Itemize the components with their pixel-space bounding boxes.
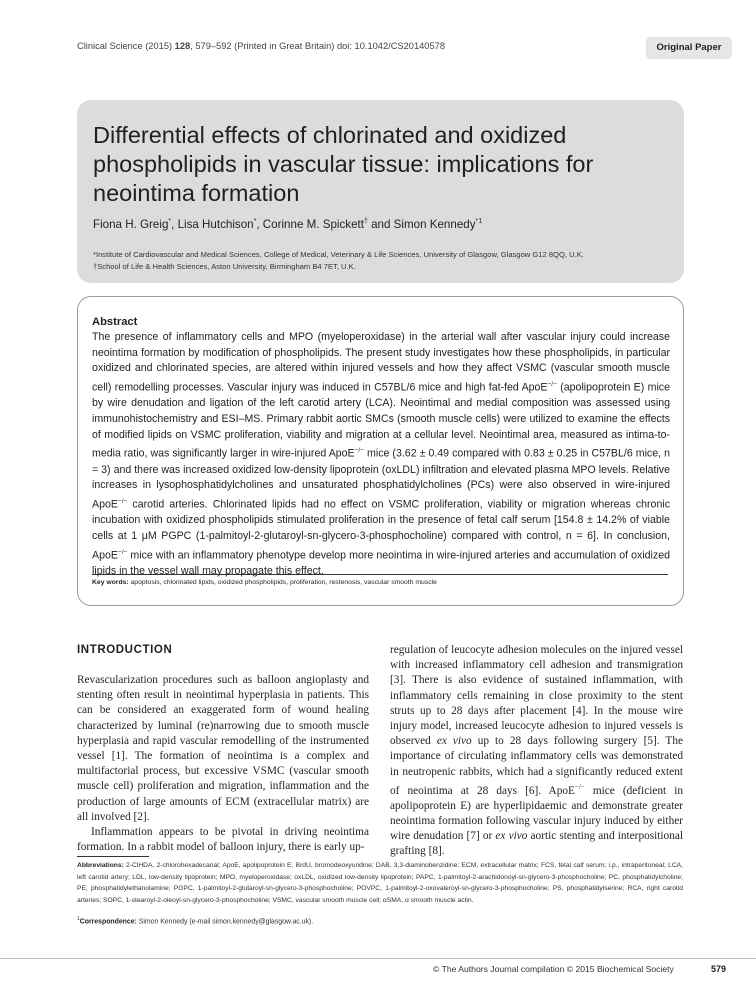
author-name: , Lisa Hutchison bbox=[171, 218, 254, 231]
journal-name: Clinical Science (2015) bbox=[77, 41, 175, 51]
abstract-text: mice (3.62 ± 0.49 compared with 0.83 ± 0.25 in C57BL/6 mice, n = 3) and there was increased oxidized low-density lipoprotein (oxLDL) infiltration and elevated plasma MPO levels. Relative increases in lysophosphatidylcholines and unsaturated phosphatidylcholines (PCs) were also observed in wire-injured ApoE bbox=[92, 447, 670, 511]
correspondence-text: Simon Kennedy (e-mail simon.kennedy@glasgow.ac.uk). bbox=[136, 918, 314, 926]
italic-text: ex vivo bbox=[495, 830, 528, 843]
body-column-right bbox=[390, 643, 683, 860]
abstract-body bbox=[92, 330, 670, 580]
abbreviations-footnote bbox=[77, 860, 683, 906]
author-mark: *1 bbox=[475, 218, 483, 226]
copyright-notice: © The Authors Journal compilation © 2015 Biochemical Society bbox=[433, 964, 674, 974]
body-text: aortic stenting and interpositional grafting [8]. bbox=[390, 830, 683, 858]
footer-divider bbox=[0, 958, 756, 959]
superscript: −/− bbox=[354, 447, 365, 455]
keywords-text: apoptosis, chlorinated lipids, oxidized phospholipids, proliferation, restenosis, vascular smooth muscle bbox=[128, 579, 437, 586]
body-text: up to 28 days following surgery [5]. The importance of circulating inflammatory cells was demonstrated in neutropenic rabbits, which had a significantly reduced extent of neointima at 28 days [6]. ApoE bbox=[390, 735, 683, 797]
paragraph: Revascularization procedures such as balloon angioplasty and stenting often result in neointimal hyperplasia in patients. This can be considered an exaggerated form of wound healing characterized by luminal (re)narrowing due to smooth muscle hyperplasia and rapid vascular remodelling of the instrumented vessel [1]. The formation of neointima is a complex and multifactorial process, but excessive VSMC (vascular smooth muscle cell) proliferation and migration, inflammation and the production of large amounts of ECM (extracellular matrix) are all involved [2]. bbox=[77, 674, 369, 823]
journal-volume: 128 bbox=[174, 41, 191, 51]
footnote-mark: 1 bbox=[77, 916, 80, 922]
page-number: 579 bbox=[711, 964, 727, 974]
superscript: −/− bbox=[117, 498, 128, 506]
author-mark: * bbox=[168, 218, 172, 226]
superscript: −/− bbox=[117, 548, 128, 556]
superscript: −/− bbox=[547, 381, 557, 389]
correspondence-label: Correspondence: bbox=[79, 918, 137, 926]
body-text: regulation of leucocyte adhesion molecules on the injured vessel with increased inflammatory cell adhesion and transmigration [3]. There is also evidence of sustained inflammation, with inflammatory cells remaining in close proximity to the stent struts up to 28 days after placement [4]. In the mouse wire injury model, increased leucocyte adhesion to injured vessels is observed bbox=[390, 644, 683, 748]
abstract-text: carotid arteries. Chlorinated lipids had no effect on VSMC proliferation, viability or migration whereas chronic incubation with oxidized phospholipids stimulated proliferation in the presence of fetal calf serum [154.8 ± 14.2% of viable cells at 1 μM PGPC (1-palmitoyl-2-glutaroyl-sn-glycero-3-phosphocholine) compared with control, n = 6]. In conclusion, ApoE bbox=[92, 498, 670, 562]
abstract-text: The presence of inflammatory cells and MPO (myeloperoxidase) in the arterial wall after vascular injury could increase neointima formation by modification of phospholipids. The present study investigates how these phospholipids, in particular oxidized and chlorinated species, are altered within injured vessels and how they affect VSMC (vascular smooth muscle cell) remodelling processes. Vascular injury was induced in C57BL/6 mice and high fat-fed ApoE bbox=[92, 331, 670, 394]
abstract-text: mice with an inflammatory phenotype develop more neointima in wire-injured arteries and accumulation of oxidized lipids in the vessel wall may propagate this effect. bbox=[92, 549, 670, 577]
body-column-left bbox=[77, 673, 369, 855]
paragraph bbox=[390, 643, 683, 860]
body-text: mice (deficient in apolipoprotein E) are hyperlipidaemic and demonstrate greater neointima formation following vascular injury induced by either wire denudation [7] or bbox=[390, 784, 684, 843]
abstract-text: (apolipoprotein E) mice by wire denudation and ligation of the left carotid artery (LCA). Neointimal and medial composition was assessed using immunohistochemistry and ESI–MS. Primary rabbit aortic SMCs (smooth muscle cells) were utilized to examine the effects of modified lipids on VSMC proliferation, viability and migration at a cellular level. Neointimal area, measured as intima-to-media ratio, was significantly larger in wire-injured ApoE bbox=[92, 381, 670, 460]
affiliation-glasgow: *Institute of Cardiovascular and Medical Sciences, College of Medical, Veterinary & Life Sciences, University of Glasgow, Glasgow G12 8QQ, U.K. bbox=[93, 250, 584, 259]
journal-citation bbox=[77, 41, 445, 51]
keywords-label: Key words: bbox=[92, 579, 129, 586]
italic-text: ex vivo bbox=[436, 735, 472, 748]
abbreviations-text: 2-ClHDA, 2-chlorohexadecanal; ApoE, apolipoprotein E; BrdU, bromodeoxyuridine; DAB, 3,3-diaminobenzidine; ECM, extracellular matrix; FCS, fetal calf serum; i.p., intraperitoneal; LCA, left carotid artery; LDL, low-density lipoprotein; MPO, myeloperoxidase; oxLDL, oxidized low-density lipoprotein; PAPC, 1-palmitoyl-2-arachidonoyl-sn-glycero-3-phosphocholine; PC, phosphatidylcholine; PE, phosphatidylethanolamine; PGPC, 1-palmitoyl-2-glutaroyl-sn-glycero-3-phosphocholine; POVPC, 1-palmitoyl-2-oxovaleroyl-sn-glycero-3-phosphocholine; PS, phosphatidylserine; RCA, right carotid arteries; SOPC, 1-stearoyl-2-oleoyl-sn-glycero-3-phosphocholine; VSMC, vascular smooth muscle cell; αSMA, α smooth muscle actin. bbox=[77, 862, 683, 904]
keywords-divider bbox=[92, 574, 668, 575]
correspondence-footnote bbox=[77, 916, 313, 925]
superscript: −/− bbox=[574, 782, 585, 791]
author-name: Fiona H. Greig bbox=[93, 218, 169, 231]
introduction-heading: INTRODUCTION bbox=[77, 644, 173, 656]
keywords-line bbox=[92, 579, 437, 586]
paper-type-badge: Original Paper bbox=[646, 37, 732, 59]
author-mark: * bbox=[253, 218, 257, 226]
footnote-divider bbox=[77, 856, 149, 857]
affiliation-aston: †School of Life & Health Sciences, Aston University, Birmingham B4 7ET, U.K. bbox=[93, 262, 356, 271]
citation-text: , 579–592 (Printed in Great Britain) doi: 10.1042/CS20140578 bbox=[190, 41, 445, 51]
abstract-heading: Abstract bbox=[92, 316, 138, 328]
abbreviations-label: Abbreviations: bbox=[77, 862, 124, 869]
paragraph: Inflammation appears to be pivotal in driving neointima formation. In a rabbit model of balloon injury, there is early up- bbox=[77, 826, 369, 854]
author-name: and Simon Kennedy bbox=[367, 218, 476, 231]
author-name: , Corinne M. Spickett bbox=[256, 218, 364, 231]
author-list bbox=[93, 218, 482, 231]
author-mark: † bbox=[363, 218, 368, 226]
paper-title: Differential effects of chlorinated and oxidized phospholipids in vascular tissue: implications for neointima formation bbox=[93, 122, 594, 206]
